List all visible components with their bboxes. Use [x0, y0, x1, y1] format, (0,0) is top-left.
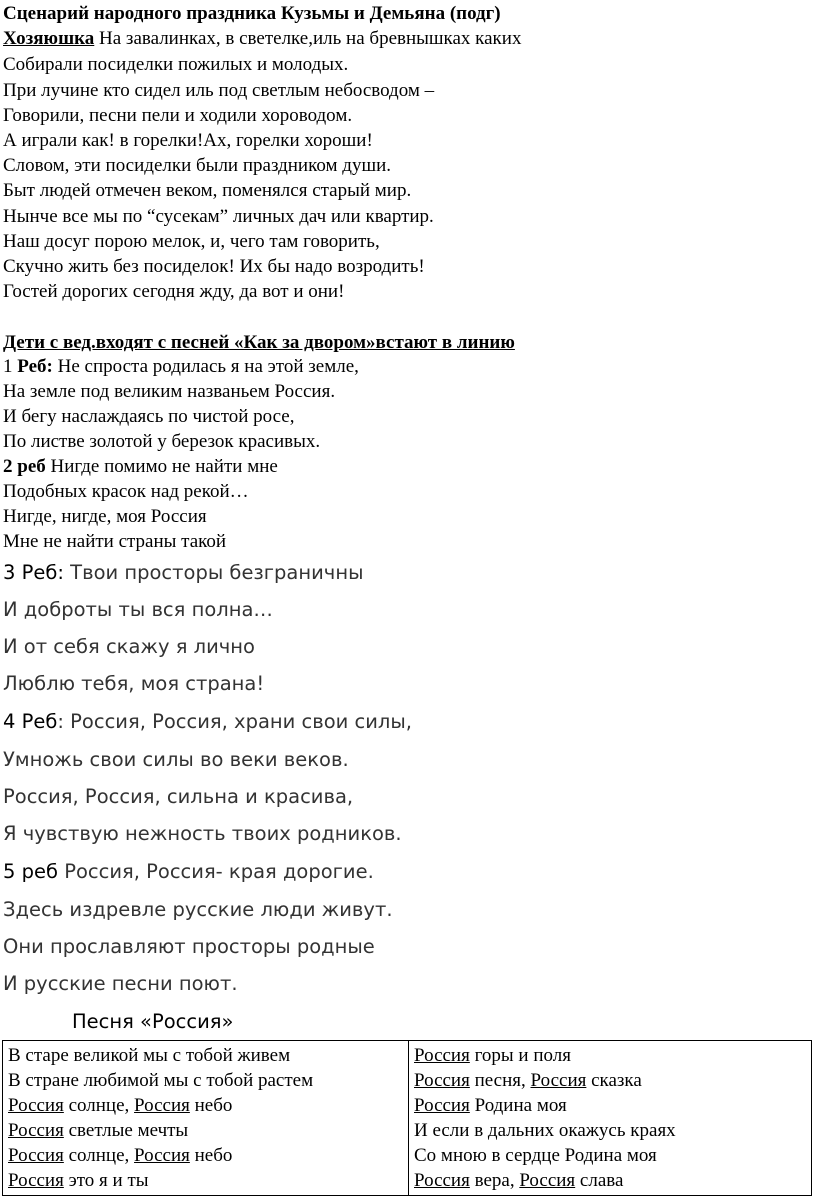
verse-line: Скучно жить без посиделок! Их бы надо возродить!	[3, 256, 425, 277]
lyric-keyword: Россия	[414, 1170, 470, 1191]
verse-line: Говорили, песни пели и ходили хороводом.	[3, 105, 353, 126]
lyric-keyword: Россия	[414, 1095, 470, 1116]
song-right-column	[409, 1041, 812, 1196]
verse-line: И от себя скажу я лично	[3, 635, 255, 658]
lyric-text: сказка	[586, 1070, 642, 1091]
lyric-line	[414, 1043, 806, 1068]
lyric-keyword: Россия	[8, 1095, 64, 1116]
lyric-keyword: Россия	[519, 1170, 576, 1191]
verse-line: На завалинках, в светелке,иль на бревнышках каких	[94, 28, 522, 49]
document-title: Сценарий народного праздника Кузьмы и Демьяна (подг)	[3, 3, 501, 24]
song-left-column	[3, 1041, 409, 1196]
lyric-text: это я и ты	[63, 1170, 149, 1191]
verse-line: Нигде, нигде, моя Россия	[3, 506, 207, 527]
lyric-line: Со мною в сердце Родина моя	[414, 1145, 657, 1166]
lyric-line: В стране любимой мы с тобой растем	[8, 1070, 314, 1091]
speaker-child3: 3 Реб:	[3, 561, 64, 584]
lyric-line	[414, 1093, 806, 1118]
lyric-keyword: Россия	[8, 1145, 64, 1166]
speaker-child5: 5 реб	[3, 860, 59, 883]
lyric-line	[8, 1118, 403, 1143]
lyric-text: солнце,	[63, 1095, 135, 1116]
verse-line: А играли как! в горелки!Ах, горелки хороши!	[3, 130, 373, 151]
speaker-child4: 4 Реб	[3, 710, 58, 733]
verse-line: На земле под великим названьем Россия.	[3, 381, 336, 402]
verse-line: Умножь свои силы во веки веков.	[3, 748, 349, 771]
song-title: Песня «Россия»	[72, 1010, 234, 1033]
verse-line: Не спроста родилась я на этой земле,	[52, 356, 359, 377]
verse-line: И доброты ты вся полна…	[3, 598, 273, 621]
verse-line: Словом, эти посиделки были праздником души.	[3, 155, 391, 176]
lyric-keyword: Россия	[134, 1095, 190, 1116]
lyric-keyword: Россия	[414, 1045, 470, 1066]
child1-line	[3, 356, 359, 378]
lyric-text: светлые мечты	[63, 1120, 189, 1141]
lyric-text: солнце,	[63, 1145, 135, 1166]
speaker-child2: 2 реб	[3, 456, 46, 477]
lyric-line: В старе великой мы с тобой живем	[8, 1045, 291, 1066]
verse-line: Они прославляют просторы родные	[3, 935, 375, 958]
lyric-line	[414, 1068, 806, 1093]
verse-line: Собирали посиделки пожилых и молодых.	[3, 54, 349, 75]
lyric-keyword: Россия	[414, 1070, 470, 1091]
song-lyrics-table	[2, 1040, 812, 1196]
verse-line: И бегу наслаждаясь по чистой росе,	[3, 406, 295, 427]
verse-line: По листве золотой у березок красивых.	[3, 431, 321, 452]
child5-line	[3, 860, 374, 883]
verse-line: Подобных красок над рекой…	[3, 481, 249, 502]
lyric-line	[8, 1168, 403, 1193]
lyric-line	[8, 1093, 403, 1118]
verse-line: Россия, Россия, сильна и красива,	[3, 785, 354, 808]
child3-line	[3, 561, 363, 584]
lyric-text: слава	[575, 1170, 624, 1191]
verse-line: И русские песни поют.	[3, 972, 238, 995]
lyric-text: небо	[189, 1095, 233, 1116]
verse-line: Здесь издревле русские люди живут.	[3, 898, 393, 921]
host-line	[3, 28, 521, 50]
lyric-text: небо	[189, 1145, 233, 1166]
children-heading: Дети с вед.входят с песней «Как за двором»встают в линию	[3, 332, 515, 353]
verse-line: Я чувствую нежность твоих родников.	[3, 822, 402, 845]
verse-line: Быт людей отмечен веком, поменялся старый мир.	[3, 180, 412, 201]
verse-line: Мне не найти страны такой	[3, 531, 227, 552]
lyric-keyword: Россия	[530, 1070, 587, 1091]
lyric-text: вера,	[469, 1170, 520, 1191]
lyric-line: И если в дальних окажусь краях	[414, 1120, 676, 1141]
lyric-line	[414, 1168, 806, 1193]
speaker-host: Хозяюшка	[3, 28, 95, 49]
child2-line	[3, 456, 278, 478]
lyric-text: горы и поля	[469, 1045, 571, 1066]
verse-line: Нынче все мы по “сусекам” личных дач или квартир.	[3, 206, 434, 227]
lyric-keyword: Россия	[8, 1170, 64, 1191]
verse-line: Гостей дорогих сегодня жду, да вот и они!	[3, 281, 345, 302]
verse-line: Наш досуг порою мелок, и, чего там говорить,	[3, 231, 380, 252]
verse-line: При лучине кто сидел иль под светлым небосводом –	[3, 80, 435, 101]
verse-line: : Россия, Россия, храни свои силы,	[57, 710, 412, 733]
verse-line: Нигде помимо не найти мне	[45, 456, 278, 477]
verse-line: Твои просторы безграничны	[63, 561, 364, 584]
speaker-child1: Реб:	[17, 356, 53, 377]
lyric-keyword: Россия	[8, 1120, 64, 1141]
lyric-line	[8, 1143, 403, 1168]
lyric-text: песня,	[469, 1070, 531, 1091]
lyric-text: Родина моя	[469, 1095, 567, 1116]
child-number: 1	[3, 356, 18, 377]
lyric-keyword: Россия	[134, 1145, 190, 1166]
verse-line: Россия, Россия- края дорогие.	[58, 860, 374, 883]
child4-line	[3, 710, 412, 733]
verse-line: Люблю тебя, моя страна!	[3, 672, 265, 695]
